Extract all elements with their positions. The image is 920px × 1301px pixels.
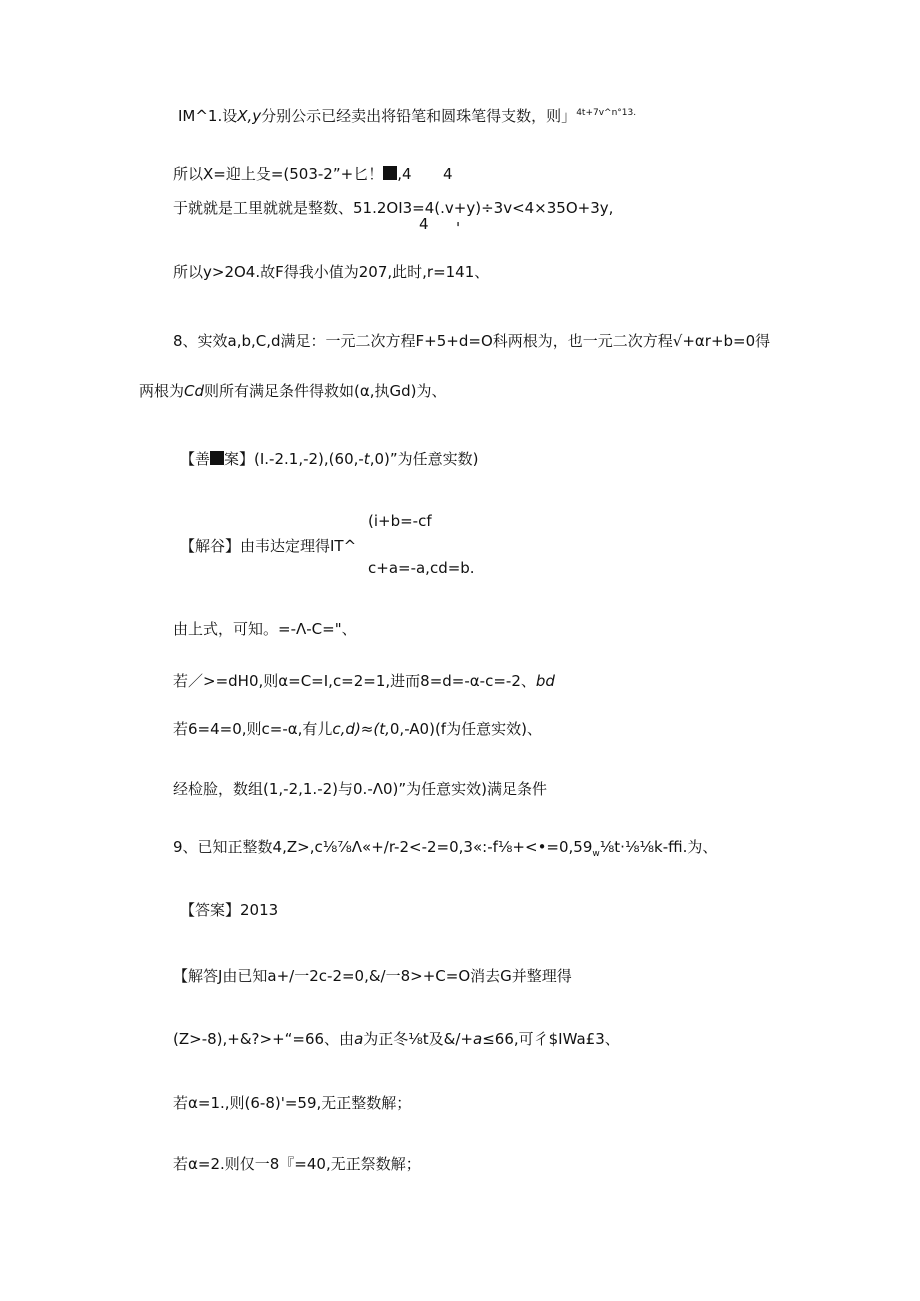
text-fragment (456, 218, 460, 238)
text-fragment (419, 214, 429, 234)
line-text: 由上式，可知。=-Λ-C="、 (173, 620, 357, 638)
line-text: 0,-A0)(f为任意实效)、 (389, 720, 542, 738)
answer-line (180, 449, 478, 469)
text-line (173, 779, 547, 799)
text-line (173, 1093, 411, 1113)
line-text: 所以y>2O4.故F得我小值为207,此时,r=141、 (173, 263, 490, 281)
black-square-glyph (210, 451, 224, 465)
line-text: ,4 (397, 165, 412, 183)
line-text: 若6=4=0,则c=-α,有儿 (173, 720, 333, 738)
text-fragment (443, 164, 453, 184)
text-line (173, 1029, 620, 1049)
line-text: 于就就是工里就就是整数、51.2OI3=4(.v+y)÷3v<4×35O+3y, (173, 199, 614, 217)
apostrophe-fragment: ' (456, 219, 461, 237)
system-line-top (368, 511, 432, 531)
text-line (173, 262, 489, 282)
line-text: 则所有满足条件得救如(α,执Gd)为、 (204, 382, 447, 400)
variables-bd: bd (535, 672, 555, 690)
text-line (173, 671, 555, 691)
digit-fragment: 4 (443, 165, 453, 183)
text-line (173, 164, 412, 184)
text-line (173, 719, 542, 739)
system-line-bottom (368, 558, 475, 578)
line-text: 案】(I.-2.1,-2),(60,- (224, 450, 364, 468)
solution-line (180, 536, 356, 556)
variables-x-y: X,y (237, 107, 262, 125)
line-text: ≤66,可彳$IWa£3、 (482, 1030, 620, 1048)
text-line (178, 106, 636, 126)
variable-a: a (354, 1030, 364, 1048)
line-text: 【解答J由已知a+/一2c-2=0,&/一8>+C=O消去G并整理得 (173, 967, 572, 985)
variables-cd-tuple: c,d)≈(t, (332, 720, 390, 738)
text-line (173, 619, 357, 639)
line-text: 分别公示已经卖出将铅笔和圆珠笔得支数，则」 (261, 107, 577, 125)
text-line (173, 1154, 421, 1174)
variables-cd: Cd (184, 382, 205, 400)
black-square-glyph (383, 166, 397, 180)
solution-line (173, 966, 572, 986)
line-text: 【答案】2013 (180, 901, 279, 919)
variable-a: a (473, 1030, 483, 1048)
line-text: 【善 (180, 450, 211, 468)
line-text: IM^1.设 (178, 107, 238, 125)
line-text: 8、实效a,b,C,d满足：一元二次方程F+5+d=O科两根为，也一元二次方程√+αr+b=0得 (173, 332, 771, 350)
text-line (173, 198, 613, 218)
line-text: 若α=2.则仅一8『=40,无正祭数解； (173, 1155, 421, 1173)
line-text: (Z>-8),+&?>+“=66、由 (173, 1030, 355, 1048)
equation-text: (i+b=-cf (368, 512, 432, 530)
line-text: ,0)”为任意实数) (369, 450, 479, 468)
denominator-fragment: 4 (419, 215, 429, 233)
line-text: 所以X=迎上殳=(503-2”+匕！ (173, 165, 384, 183)
problem-9-statement (173, 837, 717, 857)
line-text: 【解谷】由韦达定理得IT^ (180, 537, 357, 555)
line-text: 若α=1.,则(6-8)'=59,无正整数解； (173, 1094, 412, 1112)
line-text: 为正冬⅛t及&/+ (363, 1030, 474, 1048)
problem-8-statement (173, 331, 770, 351)
line-text: 两根为 (139, 382, 185, 400)
superscript-fragment: 4t+7v^n°13. (576, 108, 637, 118)
subscript-fragment: w (592, 849, 600, 859)
text-line (139, 381, 447, 401)
answer-line (180, 900, 278, 920)
line-text: 9、已知正整数4,Z>,c⅛⅞Λ«+/r-2<-2=0,3«:-f⅛+<•=0,59 (173, 838, 593, 856)
line-text: 若／>=dH0,则α=C=I,c=2=1,进而8=d=-α-c=-2、 (173, 672, 536, 690)
line-text: 经检脸，数组(1,-2,1.-2)与0.-Λ0)”为任意实效)满足条件 (173, 780, 548, 798)
equation-text: c+a=-a,cd=b. (368, 559, 475, 577)
line-text: ⅛t·⅛⅛k-ffi.为、 (599, 838, 718, 856)
variable-t: t (363, 450, 370, 468)
